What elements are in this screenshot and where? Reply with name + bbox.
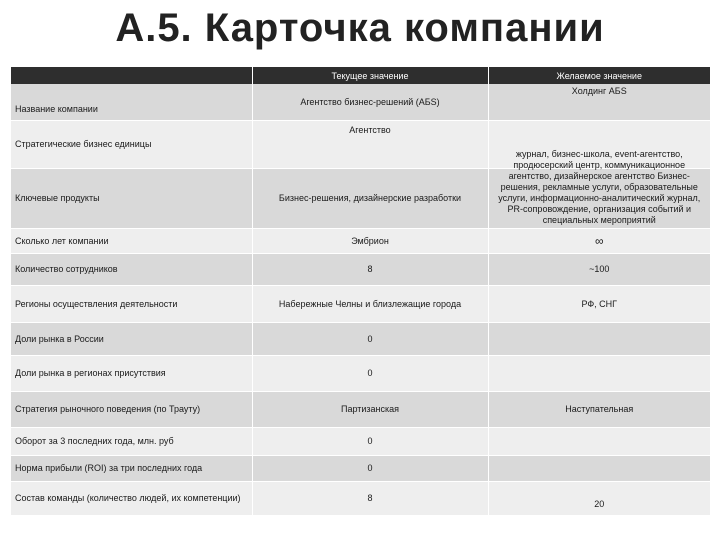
row-current: Партизанская bbox=[252, 391, 488, 427]
row-current: 8 bbox=[252, 481, 488, 515]
table-header-row bbox=[11, 67, 710, 84]
row-current: 0 bbox=[252, 455, 488, 481]
table-row bbox=[11, 322, 710, 355]
row-label: Регионы осуществления деятельности bbox=[11, 285, 252, 322]
table-row bbox=[11, 391, 710, 427]
row-label: Норма прибыли (ROI) за три последних года bbox=[11, 455, 252, 481]
row-label: Доли рынка в регионах присутствия bbox=[11, 355, 252, 391]
row-desired: 20 bbox=[488, 481, 710, 515]
table-row bbox=[11, 455, 710, 481]
row-label: Состав команды (количество людей, их компетенции) bbox=[11, 481, 252, 515]
row-current: Набережные Челны и близлежащие города bbox=[252, 285, 488, 322]
table-row bbox=[11, 84, 710, 120]
row-current: Агентство бизнес-решений (АБS) bbox=[252, 84, 488, 120]
row-label: Доли рынка в России bbox=[11, 322, 252, 355]
table-row bbox=[11, 481, 710, 515]
row-current: Эмбрион bbox=[252, 228, 488, 253]
row-current: 0 bbox=[252, 355, 488, 391]
table-row bbox=[11, 355, 710, 391]
row-desired: Наступательная bbox=[488, 391, 710, 427]
row-current: 8 bbox=[252, 253, 488, 285]
header-current-value: Текущее значение bbox=[252, 67, 488, 84]
row-current: 0 bbox=[252, 427, 488, 455]
row-desired bbox=[488, 148, 710, 228]
row-desired: ∞ bbox=[488, 228, 710, 253]
table-row bbox=[11, 228, 710, 253]
table-row bbox=[11, 168, 710, 228]
table-row bbox=[11, 427, 710, 455]
row-current: Агентство bbox=[252, 120, 488, 168]
table-row bbox=[11, 253, 710, 285]
row-desired: Холдинг АБS bbox=[488, 84, 710, 120]
row-current: Бизнес-решения, дизайнерские разработки bbox=[252, 168, 488, 228]
row-desired bbox=[488, 427, 710, 455]
key-products-desired-text: журнал, бизнес-школа, event-агентство, продюсерский центр, коммуникационное агентство, дизайнерское агентство Бизнес-решения, рекламные услуги, образовательные услуги, информационно-аналитический журнал, PR-сопровождение, организация событий и специальных мероприятий bbox=[498, 148, 701, 225]
company-card-table bbox=[11, 67, 710, 516]
row-label: Стратегические бизнес единицы bbox=[11, 120, 252, 168]
row-desired bbox=[488, 322, 710, 355]
row-desired: ~100 bbox=[488, 253, 710, 285]
header-desired-value: Желаемое значение bbox=[488, 67, 710, 84]
page-title: А.5. Карточка компании bbox=[115, 6, 605, 50]
row-label: Количество сотрудников bbox=[11, 253, 252, 285]
header-label bbox=[11, 67, 252, 84]
row-desired bbox=[488, 455, 710, 481]
row-label: Сколько лет компании bbox=[11, 228, 252, 253]
row-label: Название компании bbox=[11, 84, 252, 120]
row-label: Оборот за 3 последних года, млн. руб bbox=[11, 427, 252, 455]
row-desired: РФ, СНГ bbox=[488, 285, 710, 322]
row-label: Стратегия рыночного поведения (по Трауту) bbox=[11, 391, 252, 427]
table-row bbox=[11, 285, 710, 322]
row-label: Ключевые продукты bbox=[11, 168, 252, 228]
row-current: 0 bbox=[252, 322, 488, 355]
row-desired bbox=[488, 355, 710, 391]
